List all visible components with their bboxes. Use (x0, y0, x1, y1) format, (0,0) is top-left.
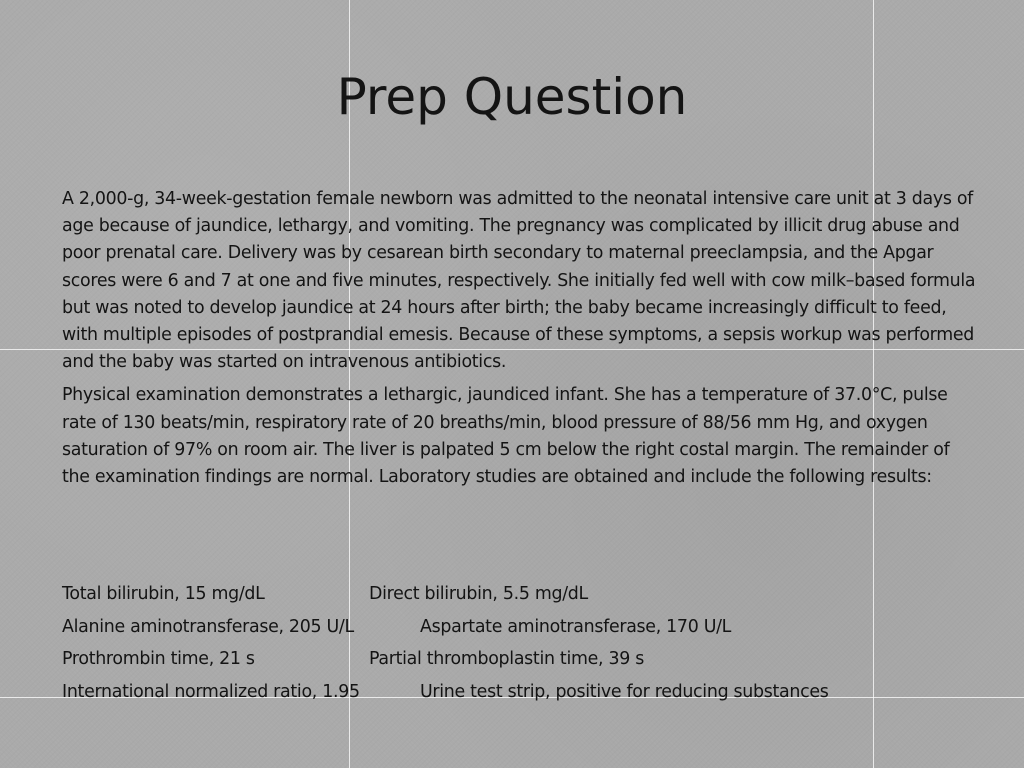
lab-result-right: Partial thromboplastin time, 39 s (369, 649, 644, 669)
physical-exam-paragraph: Physical examination demonstrates a lethargic, jaundiced infant. She has a temperature of 37.0°C, pulse rate of 130 beats/min, respiratory rate of 20 breaths/min, blood pressure of 88/56 mm Hg, and oxygen saturation of 97% on room air. The liver is palpated 5 cm below the right costal margin. The remainder of the examination findings are normal. Laboratory studies are obtained and include the following results: (62, 385, 950, 488)
lab-result-right: Direct bilirubin, 5.5 mg/dL (369, 584, 588, 604)
lab-result-right: Aspartate aminotransferase, 170 U/L (420, 616, 732, 637)
lab-results (62, 584, 982, 714)
slide-body (62, 186, 982, 497)
slide-title: Prep Question (336, 68, 688, 126)
lab-result-left: International normalized ratio, 1.95 (62, 681, 360, 702)
lab-row (62, 617, 982, 650)
lab-result-right: Urine test strip, positive for reducing substances (420, 681, 829, 702)
lab-row (62, 584, 982, 617)
lab-result-left: Prothrombin time, 21 s (62, 649, 255, 669)
lab-result-left: Total bilirubin, 15 mg/dL (62, 584, 265, 604)
lab-row (62, 682, 982, 715)
case-history-paragraph: A 2,000-g, 34-week-gestation female newborn was admitted to the neonatal intensive care unit at 3 days of age because of jaundice, lethargy, and vomiting. The pregnancy was complicated by illicit drug abuse and poor prenatal care. Delivery was by cesarean birth secondary to maternal preeclampsia, and the Apgar scores were 6 and 7 at one and five minutes, respectively. She initially fed well with cow milk–based formula but was noted to develop jaundice at 24 hours after birth; the baby became increasingly difficult to feed, with multiple episodes of postprandial emesis. Because of these symptoms, a sepsis workup was performed and the baby was started on intravenous antibiotics. (62, 189, 976, 373)
lab-result-left: Alanine aminotransferase, 205 U/L (62, 616, 354, 637)
lab-row (62, 649, 982, 682)
